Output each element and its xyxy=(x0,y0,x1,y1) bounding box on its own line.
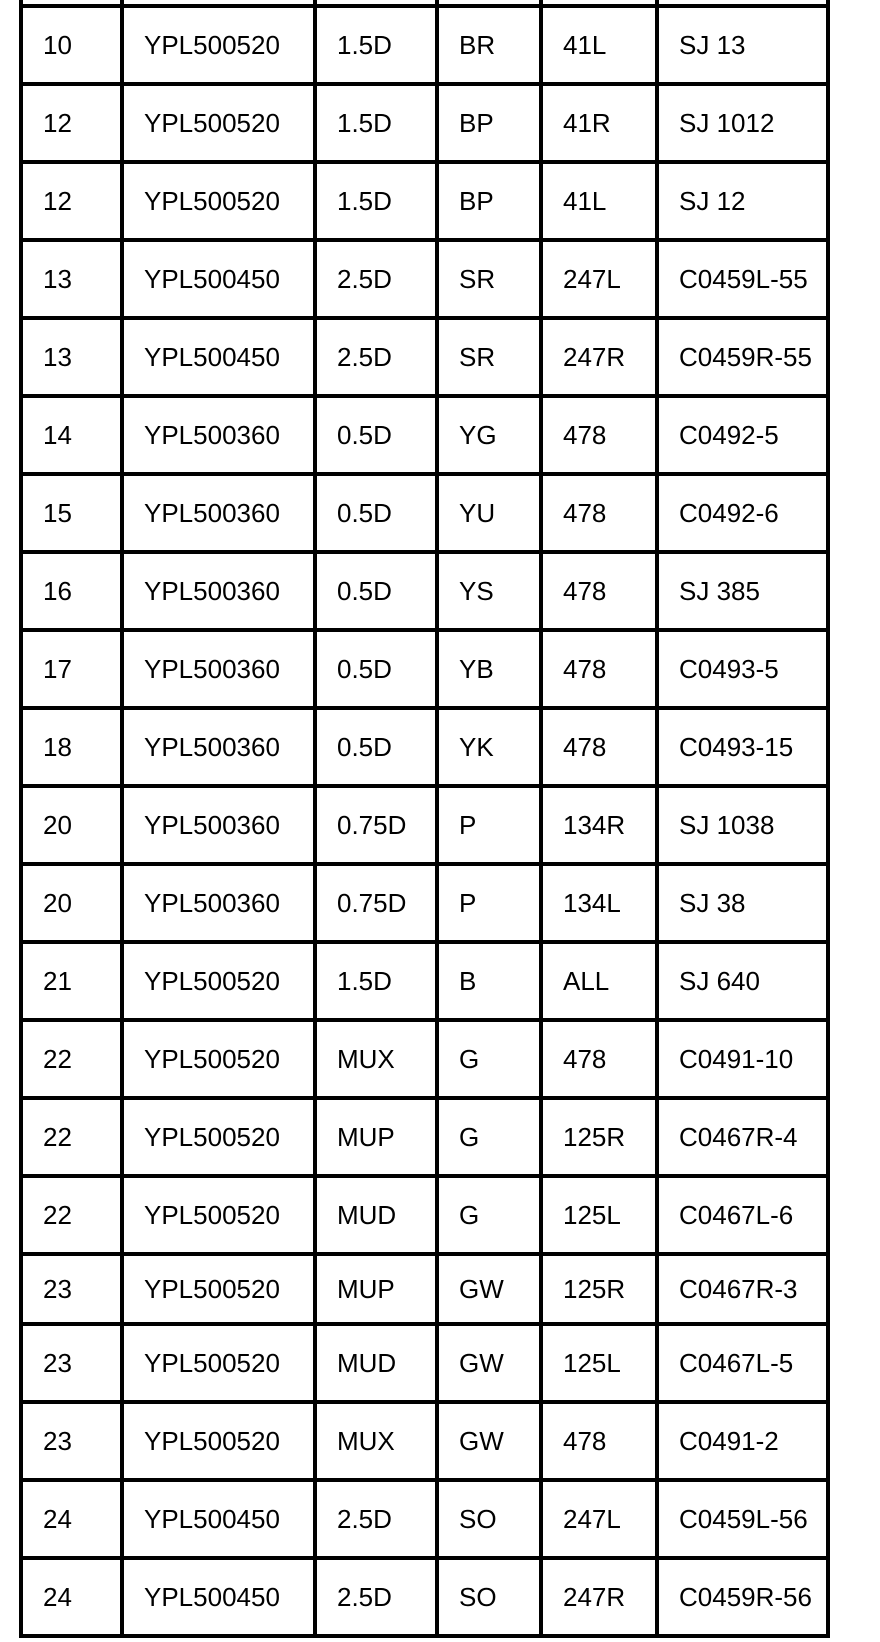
reference-cell: C0459R-56 xyxy=(657,1558,828,1636)
code-cell: YG xyxy=(437,396,541,474)
type-cell: MUP xyxy=(315,1098,437,1176)
reference-cell: SJ 13 xyxy=(657,6,828,84)
table-row xyxy=(21,708,828,786)
row-number-cell: 18 xyxy=(21,708,122,786)
reference-cell: C0491-10 xyxy=(657,1020,828,1098)
position-cell: 134L xyxy=(541,864,657,942)
position-cell: 478 xyxy=(541,1020,657,1098)
reference-cell: C0493-15 xyxy=(657,708,828,786)
table-row xyxy=(21,630,828,708)
row-number-cell: 24 xyxy=(21,1558,122,1636)
row-number-cell: 16 xyxy=(21,552,122,630)
part-number-cell: YPL500360 xyxy=(122,708,315,786)
code-cell: SO xyxy=(437,1480,541,1558)
reference-cell: SJ 1012 xyxy=(657,84,828,162)
data-table xyxy=(19,0,830,1638)
table-row xyxy=(21,318,828,396)
table-row xyxy=(21,942,828,1020)
reference-cell: C0491-2 xyxy=(657,1402,828,1480)
position-cell: 247L xyxy=(541,1480,657,1558)
position-cell: 247R xyxy=(541,1558,657,1636)
type-cell: 0.5D xyxy=(315,474,437,552)
row-number-cell: 13 xyxy=(21,318,122,396)
position-cell: 125R xyxy=(541,1254,657,1324)
reference-cell: SJ 385 xyxy=(657,552,828,630)
type-cell: MUX xyxy=(315,1020,437,1098)
type-cell: 2.5D xyxy=(315,1480,437,1558)
reference-cell: C0492-6 xyxy=(657,474,828,552)
row-number-cell: 22 xyxy=(21,1098,122,1176)
part-number-cell: YPL500520 xyxy=(122,1402,315,1480)
reference-cell: C0459L-55 xyxy=(657,240,828,318)
reference-cell: C0459R-55 xyxy=(657,318,828,396)
table-row xyxy=(21,1254,828,1324)
part-number-cell: YPL500520 xyxy=(122,1098,315,1176)
position-cell: 41R xyxy=(541,84,657,162)
code-cell: G xyxy=(437,1020,541,1098)
part-number-cell: YPL500450 xyxy=(122,318,315,396)
code-cell: GW xyxy=(437,1254,541,1324)
part-number-cell: YPL500360 xyxy=(122,864,315,942)
table-row xyxy=(21,162,828,240)
row-number-cell: 10 xyxy=(21,6,122,84)
type-cell: 1.5D xyxy=(315,162,437,240)
position-cell: 125L xyxy=(541,1176,657,1254)
row-number-cell: 14 xyxy=(21,396,122,474)
code-cell: SR xyxy=(437,240,541,318)
code-cell: B xyxy=(437,942,541,1020)
table-body xyxy=(21,0,828,1636)
reference-cell: SJ 1038 xyxy=(657,786,828,864)
reference-cell: C0467L-5 xyxy=(657,1324,828,1402)
reference-cell: C0493-5 xyxy=(657,630,828,708)
row-number-cell: 22 xyxy=(21,1020,122,1098)
type-cell: 0.5D xyxy=(315,552,437,630)
table-row xyxy=(21,552,828,630)
position-cell: 478 xyxy=(541,1402,657,1480)
type-cell: 2.5D xyxy=(315,1558,437,1636)
code-cell: BP xyxy=(437,162,541,240)
type-cell: 0.5D xyxy=(315,708,437,786)
part-number-cell: YPL500360 xyxy=(122,786,315,864)
type-cell: 1.5D xyxy=(315,942,437,1020)
table-row xyxy=(21,6,828,84)
table-row xyxy=(21,84,828,162)
code-cell: YK xyxy=(437,708,541,786)
row-number-cell: 20 xyxy=(21,786,122,864)
type-cell: MUP xyxy=(315,1254,437,1324)
row-number-cell: 22 xyxy=(21,1176,122,1254)
reference-cell: C0492-5 xyxy=(657,396,828,474)
position-cell: 478 xyxy=(541,708,657,786)
position-cell: 478 xyxy=(541,552,657,630)
type-cell: MUD xyxy=(315,1324,437,1402)
table-row xyxy=(21,240,828,318)
code-cell: GW xyxy=(437,1324,541,1402)
row-number-cell: 12 xyxy=(21,84,122,162)
position-cell: 41L xyxy=(541,6,657,84)
row-number-cell: 23 xyxy=(21,1402,122,1480)
code-cell: G xyxy=(437,1176,541,1254)
row-number-cell: 21 xyxy=(21,942,122,1020)
code-cell: SR xyxy=(437,318,541,396)
part-number-cell: YPL500520 xyxy=(122,162,315,240)
type-cell: 1.5D xyxy=(315,6,437,84)
table-row xyxy=(21,396,828,474)
code-cell: P xyxy=(437,864,541,942)
code-cell: P xyxy=(437,786,541,864)
position-cell: 125R xyxy=(541,1098,657,1176)
type-cell: 0.75D xyxy=(315,786,437,864)
type-cell: MUX xyxy=(315,1402,437,1480)
part-number-cell: YPL500450 xyxy=(122,240,315,318)
table-row xyxy=(21,1020,828,1098)
type-cell: MUD xyxy=(315,1176,437,1254)
position-cell: 478 xyxy=(541,630,657,708)
table-row xyxy=(21,1402,828,1480)
row-number-cell: 23 xyxy=(21,1324,122,1402)
table-row xyxy=(21,474,828,552)
type-cell: 2.5D xyxy=(315,240,437,318)
table-row xyxy=(21,1176,828,1254)
code-cell: BR xyxy=(437,6,541,84)
reference-cell: C0467R-3 xyxy=(657,1254,828,1324)
code-cell: GW xyxy=(437,1402,541,1480)
table-row xyxy=(21,1480,828,1558)
part-number-cell: YPL500520 xyxy=(122,1176,315,1254)
row-number-cell: 13 xyxy=(21,240,122,318)
table-row xyxy=(21,864,828,942)
position-cell: 247R xyxy=(541,318,657,396)
table-row xyxy=(21,1098,828,1176)
data-table-container xyxy=(19,0,830,1638)
row-number-cell: 12 xyxy=(21,162,122,240)
reference-cell: SJ 38 xyxy=(657,864,828,942)
type-cell: 2.5D xyxy=(315,318,437,396)
position-cell: 134R xyxy=(541,786,657,864)
part-number-cell: YPL500360 xyxy=(122,630,315,708)
part-number-cell: YPL500520 xyxy=(122,1324,315,1402)
position-cell: 478 xyxy=(541,396,657,474)
code-cell: G xyxy=(437,1098,541,1176)
type-cell: 1.5D xyxy=(315,84,437,162)
part-number-cell: YPL500520 xyxy=(122,942,315,1020)
table-row xyxy=(21,1558,828,1636)
reference-cell: C0467R-4 xyxy=(657,1098,828,1176)
reference-cell: SJ 12 xyxy=(657,162,828,240)
position-cell: 247L xyxy=(541,240,657,318)
row-number-cell: 20 xyxy=(21,864,122,942)
table-row xyxy=(21,786,828,864)
position-cell: ALL xyxy=(541,942,657,1020)
reference-cell: C0467L-6 xyxy=(657,1176,828,1254)
part-number-cell: YPL500450 xyxy=(122,1480,315,1558)
code-cell: YB xyxy=(437,630,541,708)
position-cell: 478 xyxy=(541,474,657,552)
reference-cell: C0459L-56 xyxy=(657,1480,828,1558)
part-number-cell: YPL500520 xyxy=(122,84,315,162)
table-row xyxy=(21,1324,828,1402)
row-number-cell: 24 xyxy=(21,1480,122,1558)
row-number-cell: 17 xyxy=(21,630,122,708)
part-number-cell: YPL500360 xyxy=(122,396,315,474)
part-number-cell: YPL500520 xyxy=(122,1020,315,1098)
row-number-cell: 23 xyxy=(21,1254,122,1324)
position-cell: 125L xyxy=(541,1324,657,1402)
type-cell: 0.5D xyxy=(315,630,437,708)
code-cell: BP xyxy=(437,84,541,162)
part-number-cell: YPL500450 xyxy=(122,1558,315,1636)
type-cell: 0.5D xyxy=(315,396,437,474)
code-cell: SO xyxy=(437,1558,541,1636)
code-cell: YU xyxy=(437,474,541,552)
part-number-cell: YPL500520 xyxy=(122,6,315,84)
row-number-cell: 15 xyxy=(21,474,122,552)
position-cell: 41L xyxy=(541,162,657,240)
part-number-cell: YPL500360 xyxy=(122,552,315,630)
type-cell: 0.75D xyxy=(315,864,437,942)
part-number-cell: YPL500520 xyxy=(122,1254,315,1324)
code-cell: YS xyxy=(437,552,541,630)
reference-cell: SJ 640 xyxy=(657,942,828,1020)
part-number-cell: YPL500360 xyxy=(122,474,315,552)
